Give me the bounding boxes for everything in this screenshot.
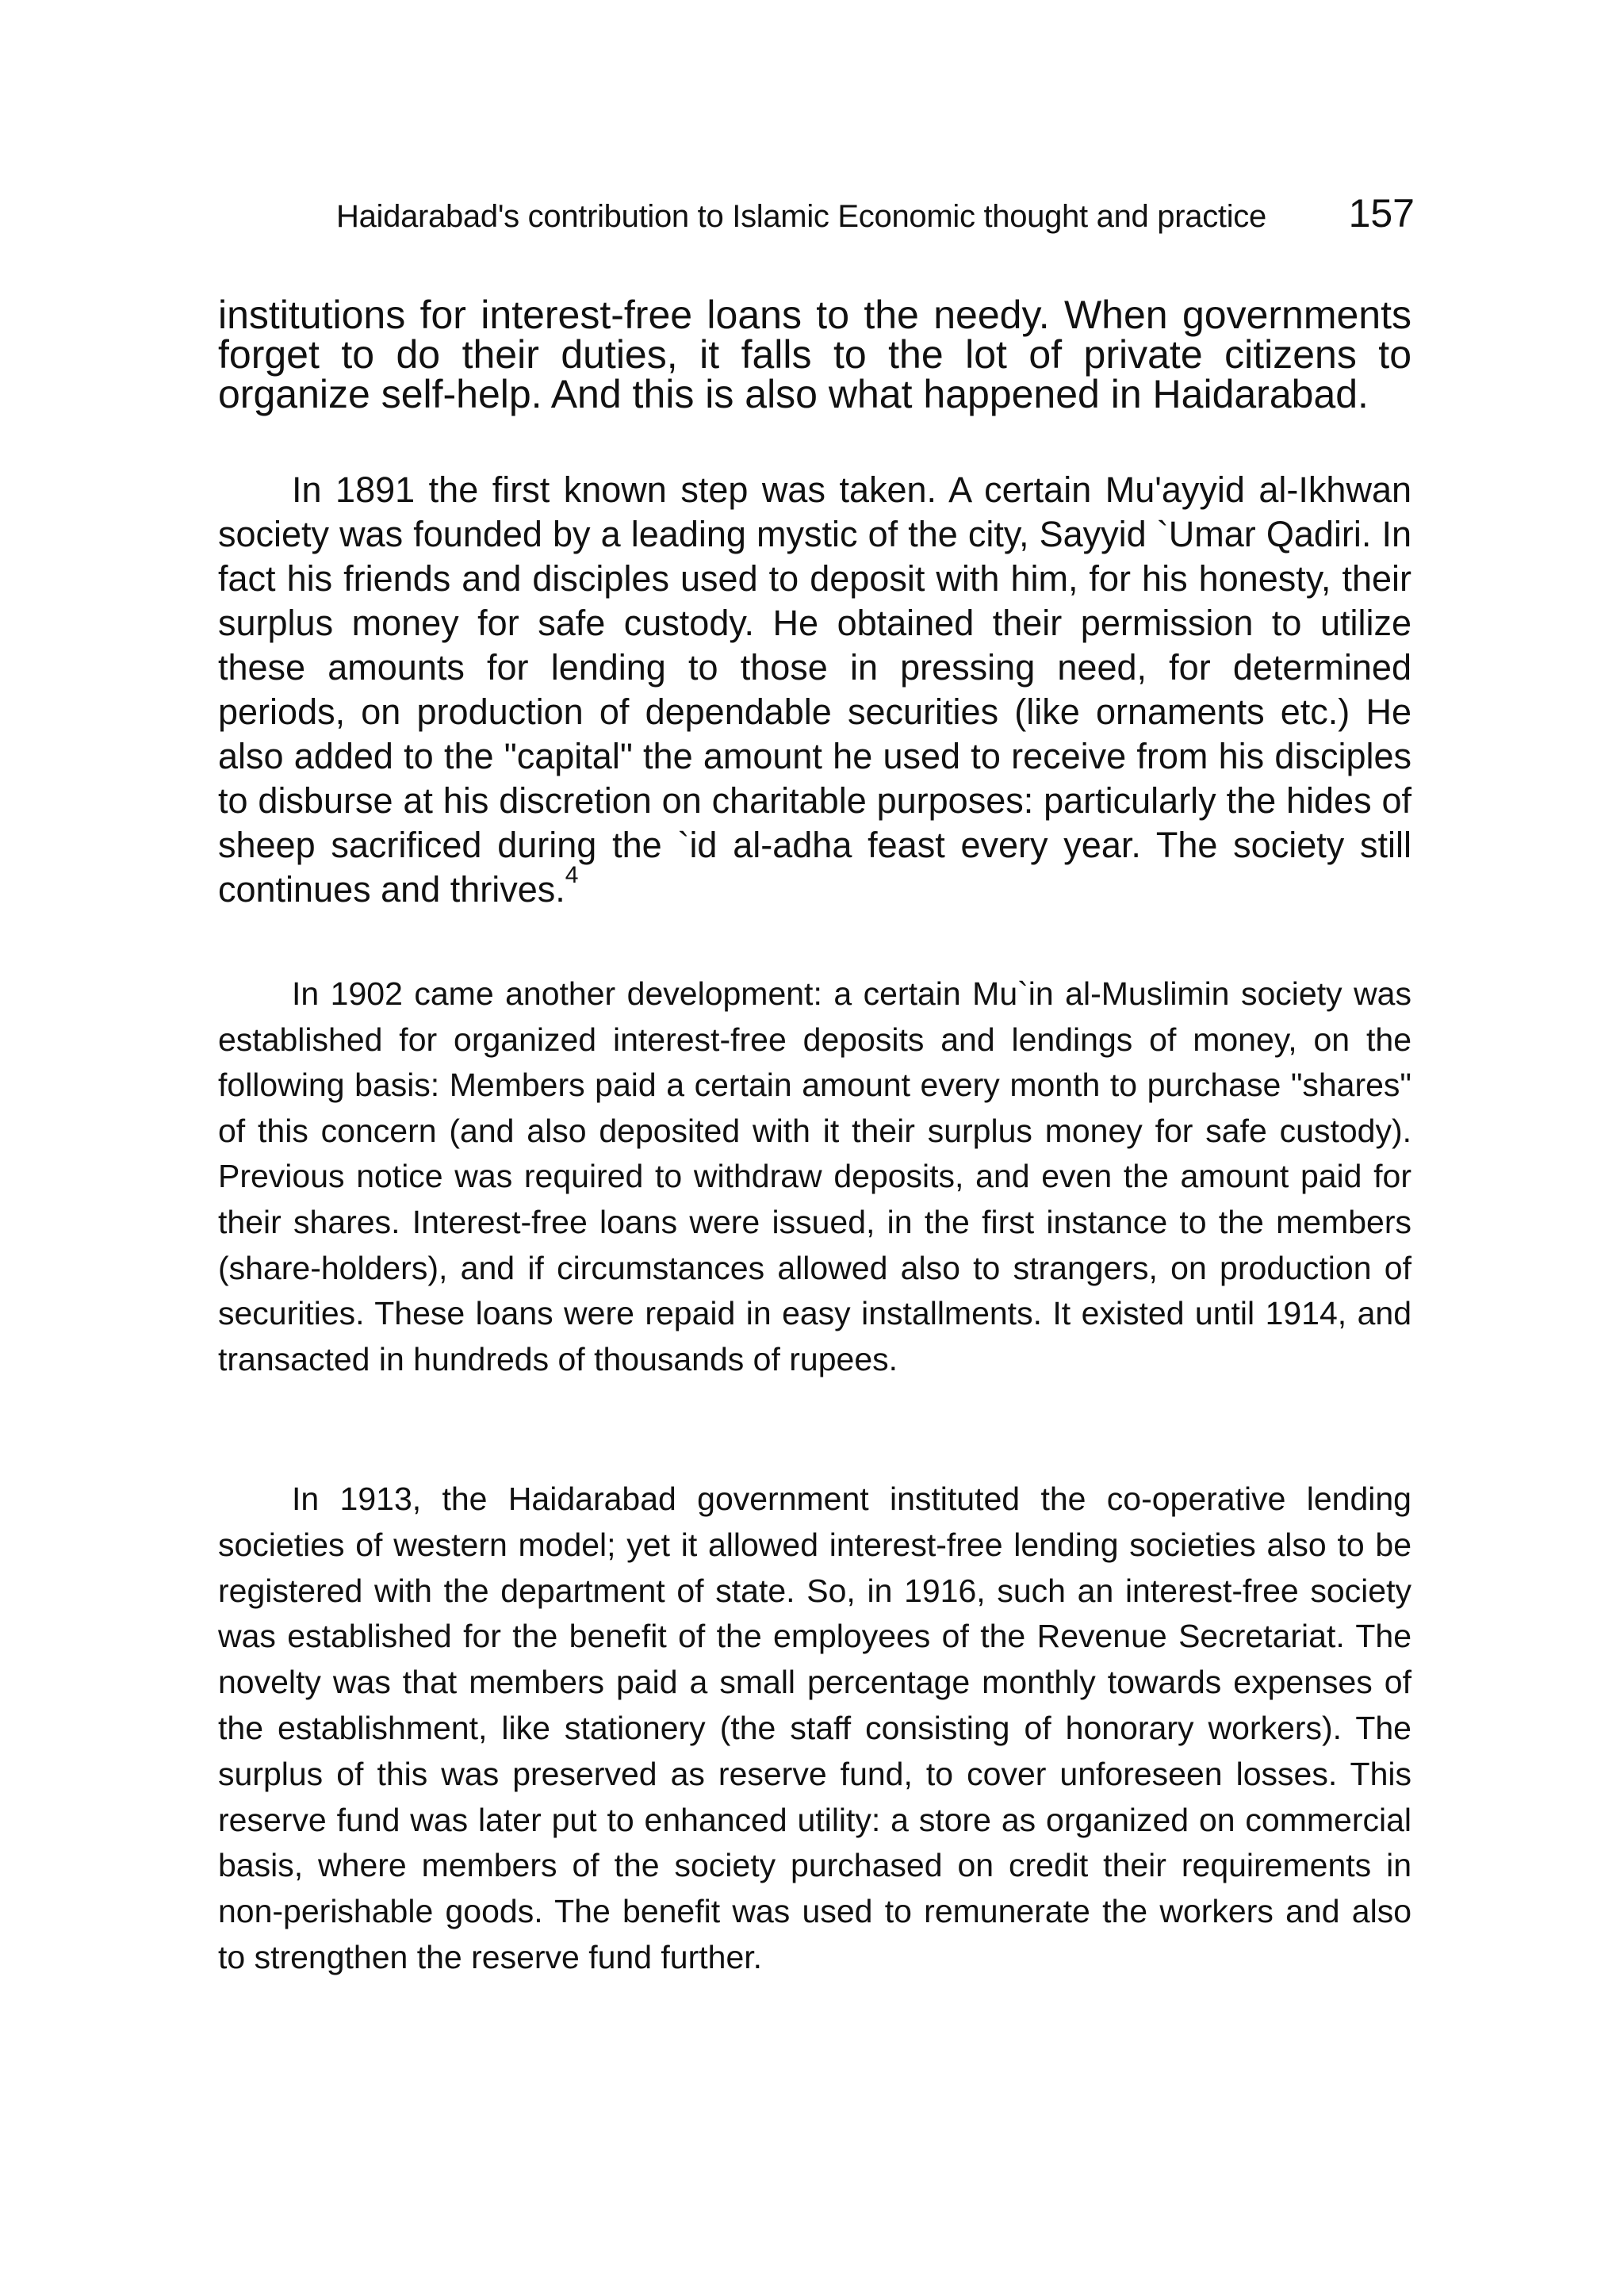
paragraph-1 — [218, 295, 1411, 414]
paragraph-3-text: In 1902 came another development: a certain Mu`in al-Muslimin society was established for organized interest-free deposits and lendings of money, on the following basis: Members paid a certain amount every month to purchase "shares" of this concern (and also deposited with it their surplus money for safe custody). Previous notice was required to withdraw deposits, and even the amount paid for their shares. Interest-free loans were issued, in the first instance to the members (share-holders), and if circumstances allowed also to strangers, on production of securities. These loans were repaid in easy installments. It existed until 1914, and transacted in hundreds of thousands of rupees. — [218, 975, 1411, 1377]
running-header — [336, 190, 1415, 236]
paragraph-2 — [218, 468, 1411, 912]
paragraph-4 — [218, 1477, 1411, 1981]
paragraph-4-text: In 1913, the Haidarabad government instituted the co-operative lending societies of western model; yet it allowed interest-free lending societies also to be registered with the department of state. So, in 1916, such an interest-free society was established for the benefit of the employees of the Revenue Secretariat. The novelty was that members paid a small percentage monthly towards expenses of the establishment, like stationery (the staff consisting of honorary workers). The surplus of this was preserved as reserve fund, to cover unforeseen losses. This reserve fund was later put to enhanced utility: a store as organized on commercial basis, where members of the society purchased on credit their requirements in non-perishable goods. The benefit was used to remunerate the workers and also to strengthen the reserve fund further. — [218, 1481, 1411, 1975]
page-number: 157 — [1348, 191, 1415, 236]
footnote-marker: 4 — [565, 862, 579, 888]
paragraph-3 — [218, 971, 1411, 1382]
running-title: Haidarabad's contribution to Islamic Economic thought and practice — [336, 199, 1266, 234]
paragraph-1-text: institutions for interest-free loans to the needy. When governments forget to do their duties, it falls to the lot of private citizens to organize self-help. And this is also what happened in Haidarabad. — [218, 293, 1411, 416]
paragraph-2-text: In 1891 the first known step was taken. A certain Mu'ayyid al-Ikhwan society was founded by a leading mystic of the city, Sayyid `Umar Qadiri. In fact his friends and disciples used to deposit with him, for his honesty, their surplus money for safe custody. He obtained their permission to utilize these amounts for lending to those in pressing need, for determined periods, on production of dependable securities (like ornaments etc.) He also added to the "capital" the amount he used to receive from his disciples to disburse at his discretion on charitable purposes: particularly the hides of sheep sacrificed during the `id al-adha feast every year. The society still continues and thrives. — [218, 469, 1411, 910]
